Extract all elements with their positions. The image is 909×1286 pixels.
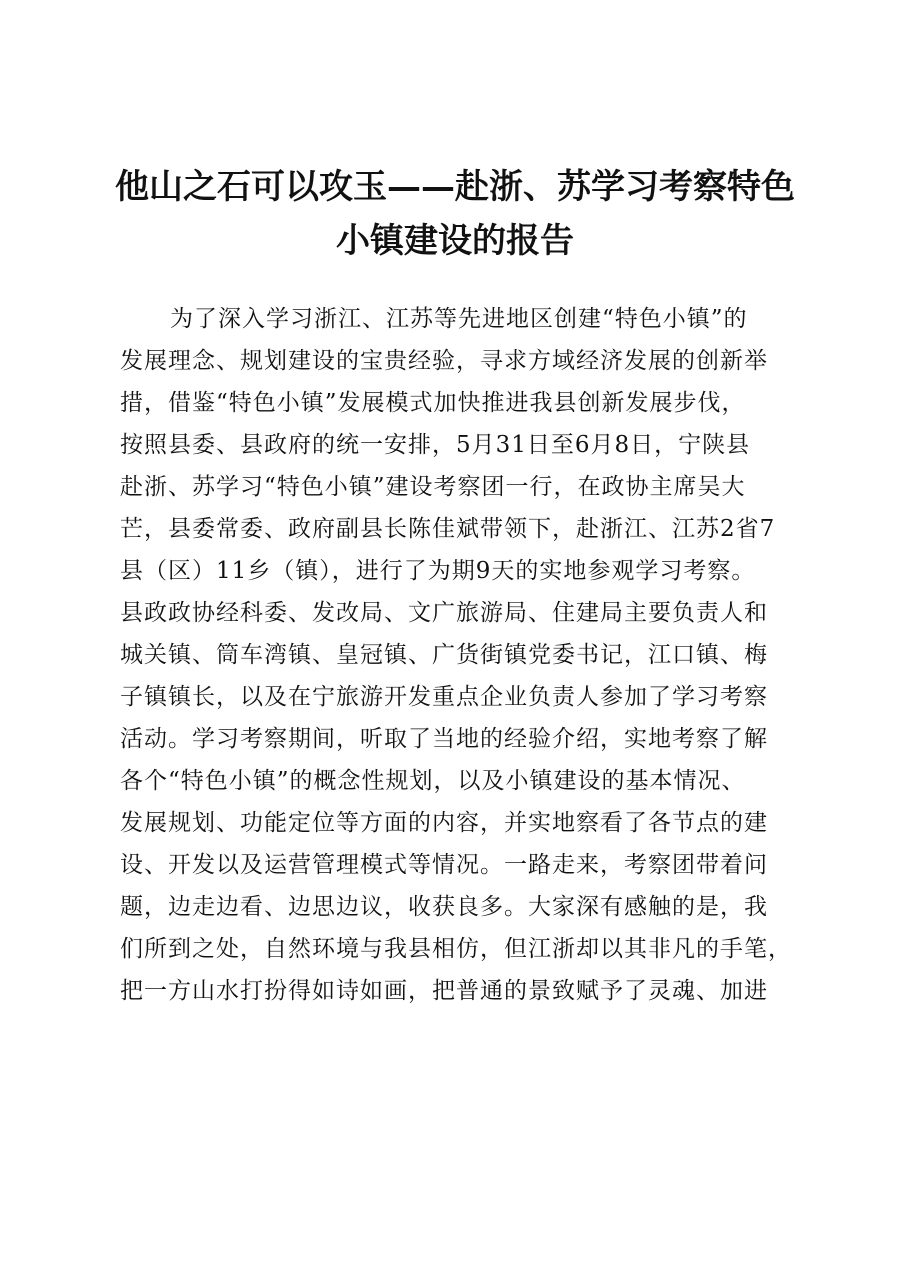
body-line: 把一方山水打扮得如诗如画，把普通的景致赋予了灵魂、加进 [120, 978, 768, 1004]
body-line: 设、开发以及运营管理模式等情况。一路走来，考察团带着问 [120, 852, 768, 878]
title-line-2: 小镇建设的报告 [336, 221, 574, 261]
body-line: 们所到之处，自然环境与我县相仿，但江浙却以其非凡的手笔， [120, 936, 792, 962]
body-line: 城关镇、筒车湾镇、皇冠镇、广货街镇党委书记，江口镇、梅 [120, 642, 768, 668]
title-line-1: 他山之石可以攻玉——赴浙、苏学习考察特色 [115, 167, 795, 207]
body-line: 芒，县委常委、政府副县长陈佳斌带领下，赴浙江、江苏2省7 [120, 516, 776, 542]
body-line: 题，边走边看、边思边议，收获良多。大家深有感触的是，我 [120, 894, 768, 920]
body-line: 发展规划、功能定位等方面的内容，并实地察看了各节点的建 [120, 810, 768, 836]
body-line: 各个“特色小镇”的概念性规划，以及小镇建设的基本情况、 [120, 768, 746, 794]
body-line: 措，借鉴“特色小镇”发展模式加快推进我县创新发展步伐， [120, 390, 746, 416]
body-paragraph [120, 298, 810, 1012]
body-line: 县政政协经科委、发改局、文广旅游局、住建局主要负责人和 [120, 600, 768, 626]
body-line: 活动。学习考察期间，听取了当地的经验介绍，实地考察了解 [120, 726, 768, 752]
body-line: 县（区）11乡（镇），进行了为期9天的实地参观学习考察。 [120, 558, 756, 584]
body-line: 子镇镇长，以及在宁旅游开发重点企业负责人参加了学习考察 [120, 684, 768, 710]
document-title [100, 160, 810, 268]
body-line: 为了深入学习浙江、江苏等先进地区创建“特色小镇”的 [170, 306, 748, 332]
body-line: 赴浙、苏学习“特色小镇”建设考察团一行，在政协主席吴大 [120, 474, 746, 500]
body-line: 发展理念、规划建设的宝贵经验，寻求方域经济发展的创新举 [120, 348, 768, 374]
body-line: 按照县委、县政府的统一安排，5月31日至6月8日，宁陕县 [120, 432, 751, 458]
